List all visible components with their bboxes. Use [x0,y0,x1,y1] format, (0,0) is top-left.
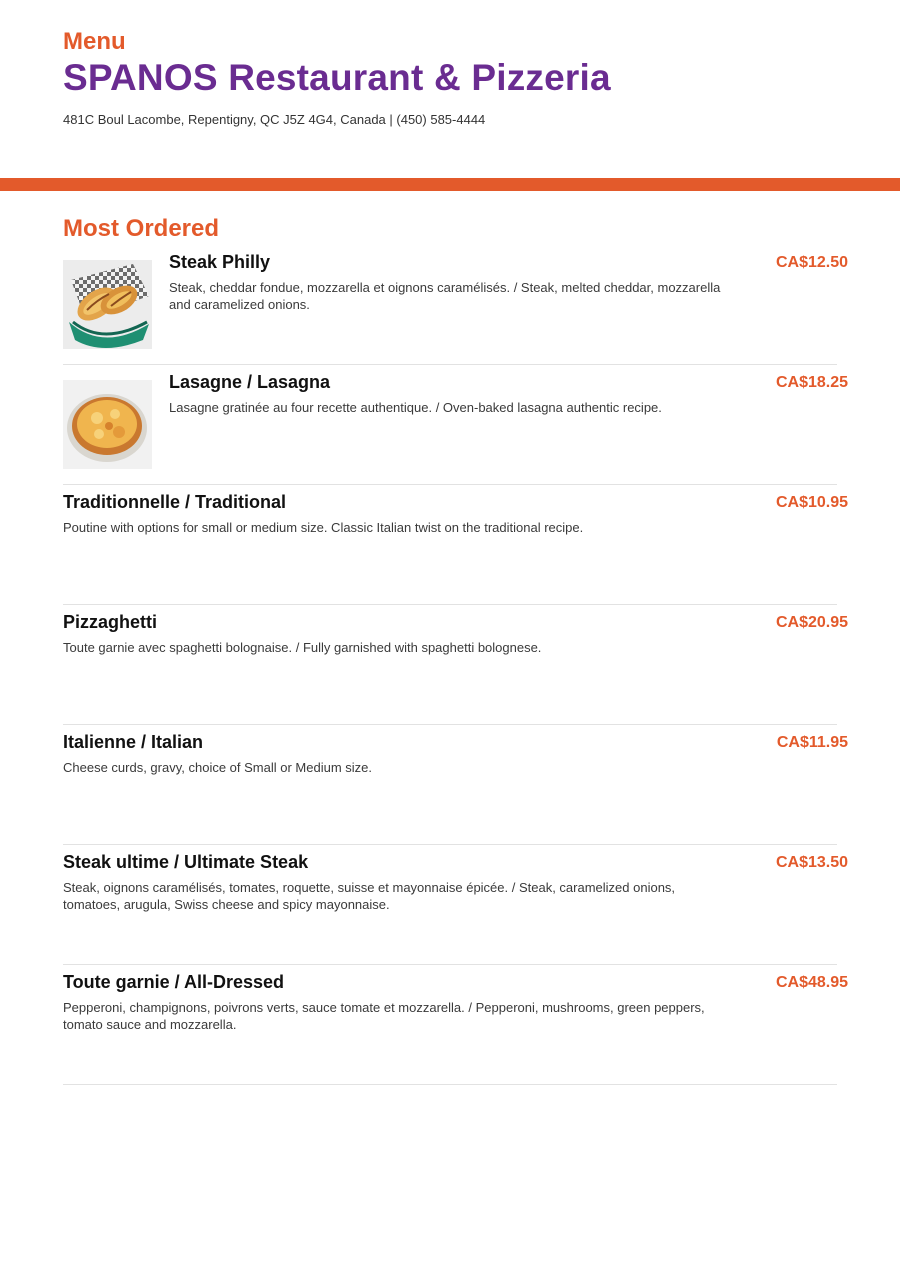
item-name: Toute garnie / All-Dressed [63,972,285,992]
menu-item-body [63,490,723,536]
menu-header [63,28,860,128]
lasagna-photo [63,380,152,469]
item-name: Pizzaghetti [63,612,158,632]
item-price: CA$20.95 [775,614,848,631]
steak-philly-photo [63,260,152,349]
menu-item[interactable] [63,610,848,725]
menu-item-body [63,730,723,776]
menu-item-list [63,250,848,1090]
item-price: CA$18.25 [775,374,848,391]
menu-item[interactable] [63,970,848,1085]
item-name: Steak Philly [169,252,271,272]
item-name: Lasagne / Lasagna [169,372,331,392]
menu-label: Menu [63,28,126,55]
item-price: CA$11.95 [776,734,848,751]
restaurant-name: SPANOS Restaurant & Pizzeria [63,57,611,98]
item-description: Steak, oignons caramélisés, tomates, roquette, suisse et mayonnaise épicée. / Steak, caramelized onions, tomatoes, arugula, Swiss cheese and spicy mayonnaise. [63,880,676,912]
menu-item[interactable] [63,850,848,965]
accent-divider-bar [0,178,900,191]
item-description: Lasagne gratinée au four recette authentique. / Oven-baked lasagna authentic recipe. [169,400,662,415]
menu-item-body [169,250,729,313]
menu-item-body [63,610,723,656]
item-description: Toute garnie avec spaghetti bolognaise. / Fully garnished with spaghetti bolognese. [63,640,542,655]
item-name: Traditionnelle / Traditional [63,492,287,512]
item-price: CA$12.50 [775,254,848,271]
item-price: CA$13.50 [775,854,848,871]
menu-item-body [63,850,723,913]
item-description: Cheese curds, gravy, choice of Small or Medium size. [63,760,372,775]
menu-item-body [63,970,723,1033]
item-price: CA$48.95 [775,974,848,991]
item-price: CA$10.95 [775,494,848,511]
item-name: Steak ultime / Ultimate Steak [63,852,309,872]
menu-item[interactable] [63,370,848,485]
menu-item[interactable] [63,250,848,365]
item-description: Pepperoni, champignons, poivrons verts, sauce tomate et mozzarella. / Pepperoni, mushrooms, green peppers, tomato sauce and mozzarella. [63,1000,705,1032]
item-description: Steak, cheddar fondue, mozzarella et oignons caramélisés. / Steak, melted cheddar, mozzarella and caramelized onions. [169,280,721,312]
menu-item-body [169,370,729,416]
section-title: Most Ordered [63,215,220,242]
address-line: 481C Boul Lacombe, Repentigny, QC J5Z 4G4, Canada | (450) 585-4444 [63,112,486,127]
item-name: Italienne / Italian [63,732,204,752]
menu-item[interactable] [63,730,848,845]
menu-item[interactable] [63,490,848,605]
item-description: Poutine with options for small or medium size. Classic Italian twist on the traditional recipe. [63,520,584,535]
